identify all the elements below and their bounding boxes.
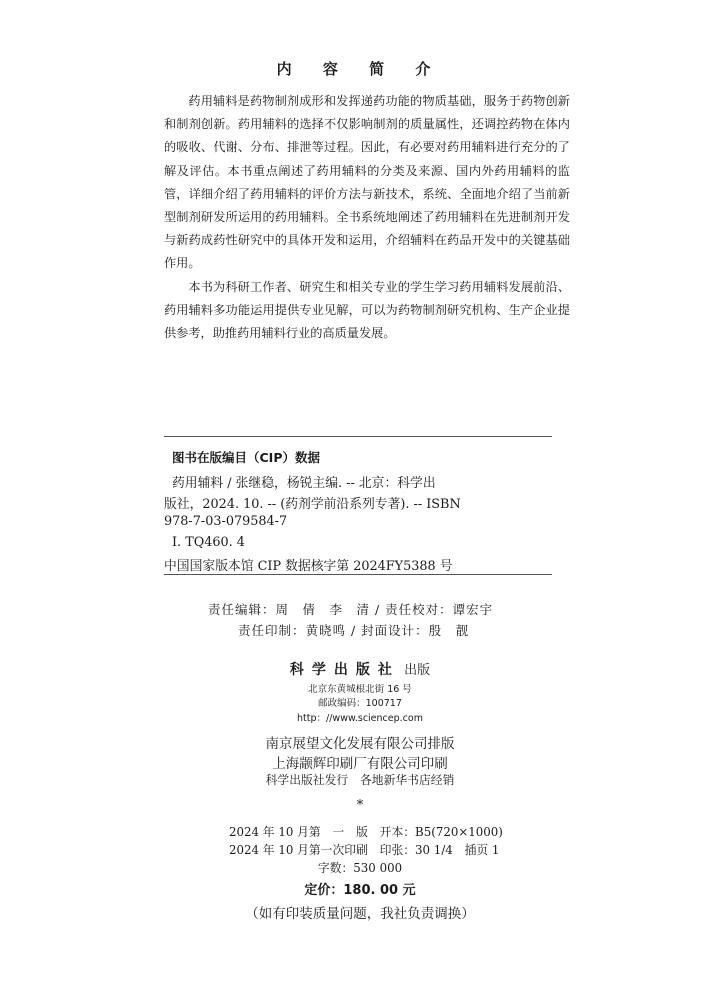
publisher-name: 科学出版社 [289, 662, 400, 678]
publisher-postcode: 邮政编码：100717 [318, 698, 402, 709]
abstract-paragraph-1: 药用辅料是药物制剂成形和发挥递药功能的物质基础，服务于药物创新和制剂创新。药用辅料的选择不仅影响制剂的质量属性，还调控药物在体内的吸收、代谢、分布、排泄等过程。因此，有必要对药用辅料进行充分的了解及评估。本书重点阐述了药用辅料的分类及来源、国内外药用辅料的监管，详细介绍了药用辅料的评价方法与新技术，系统、全面地介绍了当前新型制剂研发所运用的药用辅料。全书系统地阐述了药用辅料在先进制剂开发与新药成药性研究中的具体开发和运用，介绍辅料在药品开发中的关键基础作用。 [164, 94, 570, 271]
publisher-line [0, 659, 720, 679]
credits-line-2: 责任印制：黄晓鸣 / 封面设计：殷 靓 [238, 623, 470, 638]
edition-line-1: 2024 年 10 月第 一 版 开本：B5(720×1000) [229, 825, 503, 839]
publisher-website: http：//www.sciencep.com [297, 713, 423, 724]
typesetting-line: 南京展望文化发展有限公司排版 [265, 736, 455, 752]
edition-line-2: 2024 年 10 月第一次印刷 印张：30 1/4 插页 1 [229, 843, 500, 857]
cip-title: 图书在版编目（CIP）数据 [172, 450, 320, 465]
cip-line-5: 中国国家版本馆 CIP 数据核字第 2024FY5388 号 [164, 559, 453, 574]
cip-line-1: 药用辅料 / 张继稳，杨锐主编. -- 北京：科学出 [172, 476, 436, 491]
cip-line-2: 版社，2024. 10. -- (药剂学前沿系列专著). -- ISBN [164, 497, 461, 512]
cip-line-4: Ⅰ. TQ460. 4 [172, 535, 245, 550]
publisher-address: 北京东黄城根北街 16 号 [308, 684, 412, 695]
printing-line: 上海颛辉印刷厂有限公司印刷 [272, 756, 448, 772]
abstract-section [164, 90, 570, 345]
abstract-paragraph-2: 本书为科研工作者、研究生和相关专业的学生学习药用辅料发展前沿、药用辅料多功能运用提供专业见解，可以为药物制剂研究机构、生产企业提供参考，助推药用辅料行业的高质量发展。 [164, 279, 570, 341]
distribution-line: 科学出版社发行 各地新华书店经销 [265, 773, 455, 787]
price-line: 定价：180. 00 元 [304, 883, 416, 898]
cip-bottom-rule [164, 574, 552, 575]
cip-line-3: 978-7-03-079584-7 [164, 514, 288, 529]
credits-line-1: 责任编辑：周 倩 李 清 / 责任校对：谭宏宇 [208, 602, 494, 617]
cip-top-rule [164, 436, 552, 437]
separator-asterisk: * [356, 798, 364, 813]
word-count: 字数：530 000 [317, 861, 403, 875]
page-title: 内 容 简 介 [276, 60, 444, 78]
notice-line: （如有印装质量问题，我社负责调换） [245, 906, 475, 922]
publisher-suffix: 出版 [404, 663, 431, 678]
